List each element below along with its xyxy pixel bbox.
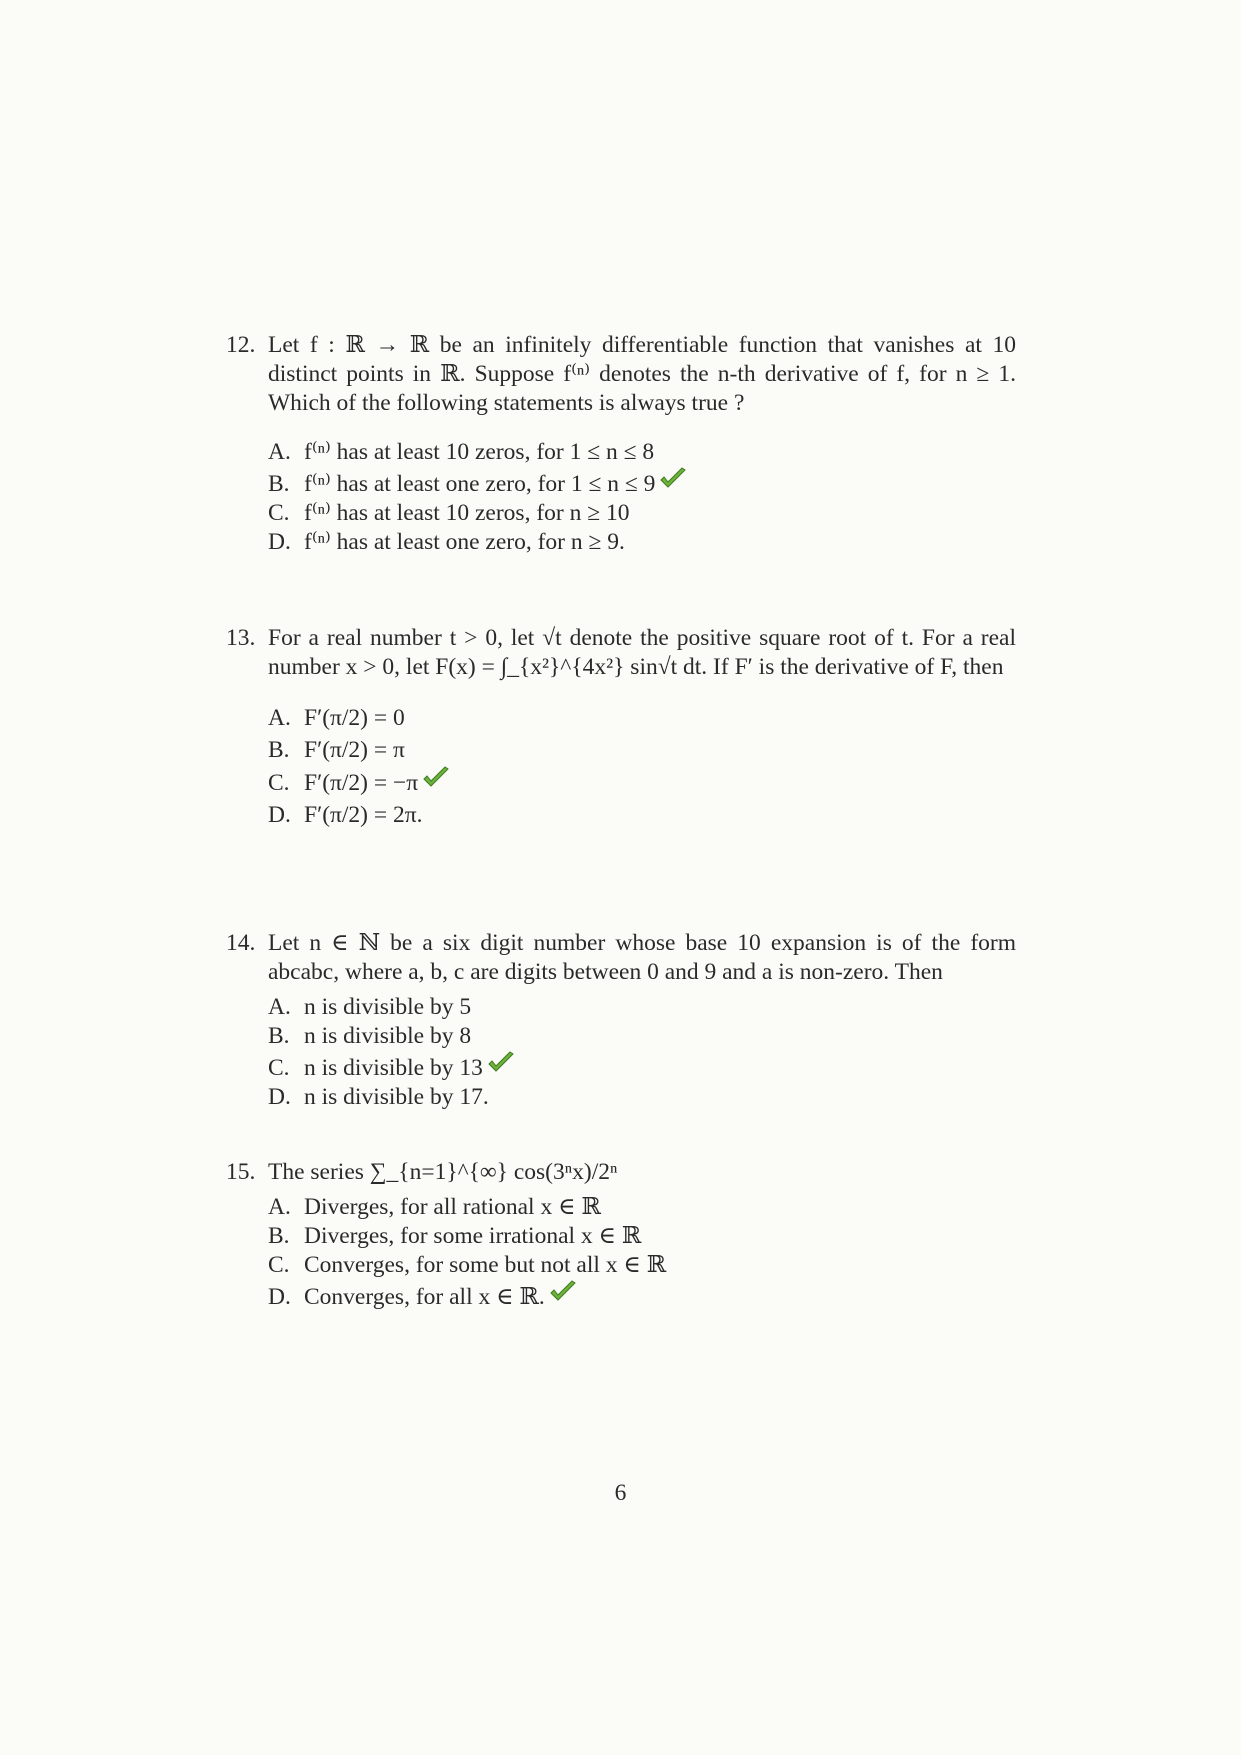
option-d — [268, 528, 1016, 557]
question-stem: The series ∑_{n=1}^{∞} cos(3ⁿx)/2ⁿ — [268, 1159, 618, 1185]
question-number: 13. — [226, 625, 256, 651]
option-text: n is divisible by 8 — [304, 1023, 472, 1049]
option-text: f⁽ⁿ⁾ has at least one zero, for 1 ≤ n ≤ 9 — [304, 471, 656, 497]
option-text: f⁽ⁿ⁾ has at least 10 zeros, for n ≥ 10 — [304, 500, 630, 526]
option-text: F′(π/2) = 0 — [304, 705, 405, 731]
option-c — [268, 499, 1016, 528]
option-letter: A. — [268, 439, 291, 465]
option-text: Converges, for some but not all x ∈ ℝ — [304, 1252, 667, 1278]
option-text: Diverges, for all rational x ∈ ℝ — [304, 1194, 601, 1220]
option-b — [268, 1022, 1016, 1051]
option-text: F′(π/2) = π — [304, 737, 405, 763]
option-letter: C. — [268, 770, 290, 796]
option-b — [268, 1222, 1016, 1251]
option-text: n is divisible by 13 — [304, 1055, 483, 1081]
option-letter: B. — [268, 1223, 290, 1249]
option-b — [268, 734, 1016, 766]
question-15 — [226, 1158, 1016, 1312]
option-letter: D. — [268, 1084, 291, 1110]
option-letter: D. — [268, 1284, 291, 1310]
option-letter: B. — [268, 737, 290, 763]
option-text: f⁽ⁿ⁾ has at least 10 zeros, for 1 ≤ n ≤ 8 — [304, 439, 655, 465]
option-list — [268, 702, 1016, 831]
option-a — [268, 438, 1016, 467]
option-text: n is divisible by 5 — [304, 994, 472, 1020]
option-text: F′(π/2) = −π — [304, 770, 419, 796]
option-text: F′(π/2) = 2π. — [304, 802, 423, 828]
option-letter: D. — [268, 802, 291, 828]
option-a — [268, 702, 1016, 734]
option-text: Diverges, for some irrational x ∈ ℝ — [304, 1223, 642, 1249]
checkmark-icon — [422, 766, 450, 790]
option-letter: B. — [268, 1023, 290, 1049]
question-stem: Let f : ℝ → ℝ be an infinitely differentiable function that vanishes at 10 distinct points in ℝ. Suppose f⁽ⁿ⁾ denotes the n-th derivative of f, for n ≥ 1. Which of the following statements is always true ? — [268, 332, 1016, 416]
option-c — [268, 766, 1016, 799]
checkmark-icon — [487, 1051, 515, 1075]
option-b — [268, 467, 1016, 499]
option-letter: B. — [268, 471, 290, 497]
question-number: 15. — [226, 1159, 256, 1185]
option-letter: A. — [268, 705, 291, 731]
question-14 — [226, 929, 1016, 1112]
option-text: Converges, for all x ∈ ℝ. — [304, 1284, 545, 1310]
option-list — [268, 438, 1016, 557]
page-number: 6 — [614, 1480, 627, 1506]
question-number: 12. — [226, 332, 256, 358]
question-13 — [226, 624, 1016, 831]
option-letter: C. — [268, 1055, 290, 1081]
checkmark-icon — [659, 467, 687, 491]
option-d — [268, 1280, 1016, 1312]
option-d — [268, 1083, 1016, 1112]
option-list — [268, 1193, 1016, 1312]
option-letter: C. — [268, 500, 290, 526]
checkmark-icon — [549, 1280, 577, 1304]
question-number: 14. — [226, 930, 256, 956]
option-text: f⁽ⁿ⁾ has at least one zero, for n ≥ 9. — [304, 529, 625, 555]
option-d — [268, 799, 1016, 831]
option-a — [268, 1193, 1016, 1222]
option-text: n is divisible by 17. — [304, 1084, 489, 1110]
question-12 — [226, 331, 1016, 557]
option-c — [268, 1251, 1016, 1280]
option-c — [268, 1051, 1016, 1083]
option-list — [268, 993, 1016, 1112]
option-letter: C. — [268, 1252, 290, 1278]
question-stem: For a real number t > 0, let √t denote the positive square root of t. For a real number x > 0, let F(x) = ∫_{x²}^{4x²} sin√t dt. If F′ is the derivative of F, then — [268, 625, 1016, 680]
option-letter: D. — [268, 529, 291, 555]
option-letter: A. — [268, 994, 291, 1020]
question-stem: Let n ∈ ℕ be a six digit number whose base 10 expansion is of the form abcabc, where a, b, c are digits between 0 and 9 and a is non-zero. Then — [268, 930, 1016, 985]
option-a — [268, 993, 1016, 1022]
option-letter: A. — [268, 1194, 291, 1220]
